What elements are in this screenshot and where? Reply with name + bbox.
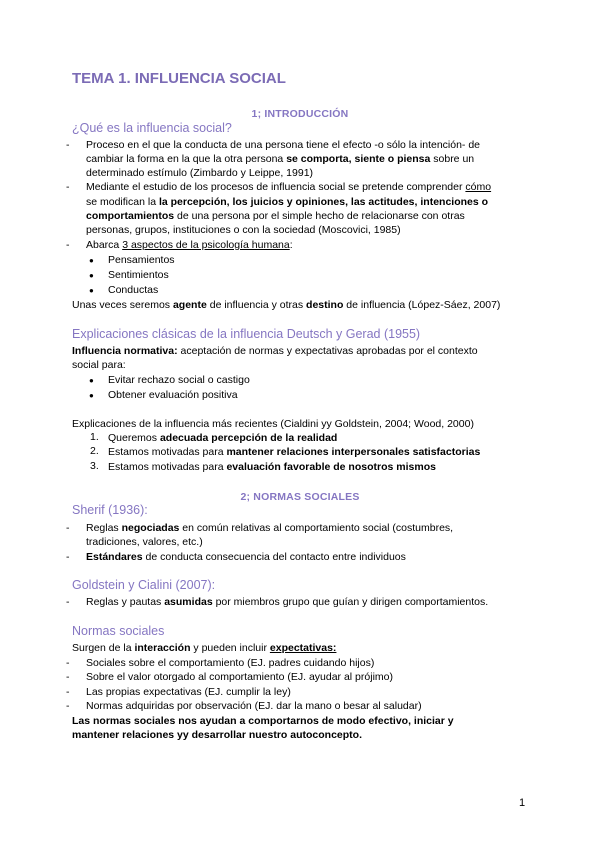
list-number: 2. [90, 445, 99, 457]
dash-marker: - [66, 686, 70, 698]
paragraph-line: Explicaciones de la influencia más recientes (Cialdini yy Goldstein, 2004; Wood, 2000) [72, 418, 474, 430]
paragraph-line: Mediante el estudio de los procesos de influencia social se pretende comprender cómo [86, 181, 492, 193]
dash-marker: - [66, 657, 70, 669]
list-item: Obtener evaluación positiva [108, 389, 238, 401]
list-item: Pensamientos [108, 254, 175, 266]
conclusion-line: Las normas sociales nos ayudan a comportarnos de modo efectivo, iniciar y [72, 715, 454, 727]
paragraph-line: personas, grupos, instituciones o con la sociedad (Moscovici, 1985) [86, 224, 401, 236]
page-number: 1 [519, 797, 526, 809]
bullet-icon: ● [89, 271, 94, 280]
paragraph-line: cambiar la forma en la que la otra persona se comporta, siente o piensa sobre un [86, 153, 475, 165]
list-item: Las propias expectativas (EJ. cumplir la ley) [86, 686, 291, 698]
list-item: Normas adquiridas por observación (EJ. dar la mano o besar al saludar) [86, 700, 422, 712]
dash-marker: - [66, 239, 70, 251]
paragraph-line: Reglas y pautas asumidas por miembros grupo que guían y dirigen comportamientos. [86, 596, 489, 608]
paragraph-line: Surgen de la interacción y pueden incluir expectativas: [72, 642, 337, 654]
document-title: TEMA 1. INFLUENCIA SOCIAL [72, 70, 286, 87]
subheading-que-es: ¿Qué es la influencia social? [72, 121, 232, 135]
subheading-explicaciones-clasicas: Explicaciones clásicas de la influencia Deutsch y Gerad (1955) [72, 327, 421, 341]
paragraph-line: Abarca 3 aspectos de la psicología humana: [86, 239, 293, 251]
dash-marker: - [66, 522, 70, 534]
subheading-goldstein: Goldstein y Cialini (2007): [72, 578, 216, 592]
paragraph-line: Estándares de conducta consecuencia del contacto entre individuos [86, 551, 406, 563]
dash-marker: - [66, 700, 70, 712]
numbered-item: Estamos motivadas para mantener relaciones interpersonales satisfactorias [108, 446, 481, 458]
paragraph-line: tradiciones, valores, etc.) [86, 536, 203, 548]
paragraph-line: comportamientos de una persona por el simple hecho de relacionarse con otras [86, 210, 465, 222]
list-number: 1. [90, 431, 99, 443]
paragraph-line: se modifican la la percepción, los juicios y opiniones, las actitudes, intenciones o [86, 196, 489, 208]
section-heading-normas-sociales: 2; NORMAS SOCIALES [240, 491, 360, 503]
paragraph-line: Unas veces seremos agente de influencia y otras destino de influencia (López-Sáez, 2007) [72, 299, 501, 311]
dash-marker: - [66, 596, 70, 608]
numbered-item: Estamos motivadas para evaluación favorable de nosotros mismos [108, 461, 436, 473]
bullet-icon: ● [89, 376, 94, 385]
bullet-icon: ● [89, 256, 94, 265]
bullet-icon: ● [89, 286, 94, 295]
dash-marker: - [66, 671, 70, 683]
numbered-item: Queremos adecuada percepción de la realidad [108, 432, 338, 444]
paragraph-line: social para: [72, 359, 126, 371]
section-heading-introduccion: 1; INTRODUCCIÓN [251, 108, 349, 120]
paragraph-line: Influencia normativa: aceptación de normas y expectativas aprobadas por el contexto [72, 345, 478, 357]
paragraph-line: determinado estímulo (Zimbardo y Leippe, 1991) [86, 167, 314, 179]
conclusion-line: mantener relaciones yy desarrollar nuestro autoconcepto. [72, 729, 363, 741]
list-item: Sentimientos [108, 269, 169, 281]
list-number: 3. [90, 460, 99, 472]
list-item: Evitar rechazo social o castigo [108, 374, 250, 386]
list-item: Sociales sobre el comportamiento (EJ. padres cuidando hijos) [86, 657, 375, 669]
dash-marker: - [66, 181, 70, 193]
paragraph-line: Reglas negociadas en común relativas al comportamiento social (costumbres, [86, 522, 454, 534]
list-item: Sobre el valor otorgado al comportamiento (EJ. ayudar al prójimo) [86, 671, 393, 683]
dash-marker: - [66, 551, 70, 563]
dash-marker: - [66, 139, 70, 151]
subheading-normas-sociales: Normas sociales [72, 624, 165, 638]
paragraph-line: Proceso en el que la conducta de una persona tiene el efecto -o sólo la intención- de [86, 139, 481, 151]
subheading-sherif: Sherif (1936): [72, 503, 148, 517]
list-item: Conductas [108, 284, 159, 296]
bullet-icon: ● [89, 391, 94, 400]
